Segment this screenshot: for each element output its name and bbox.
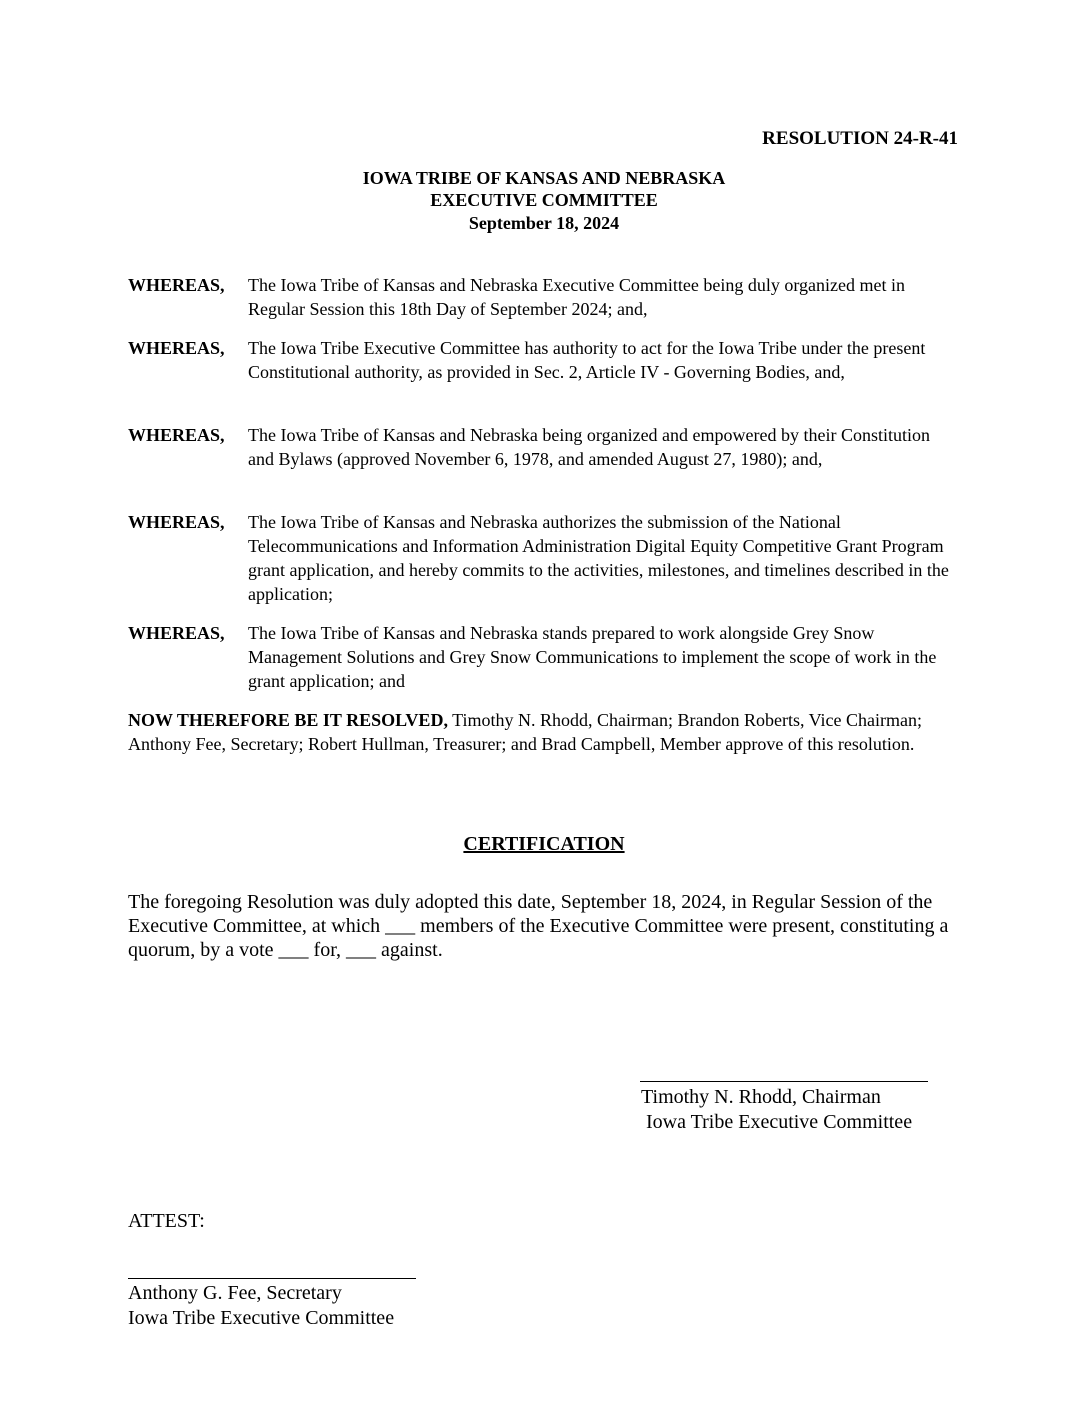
resolution-number: RESOLUTION 24-R-41 bbox=[762, 128, 958, 149]
whereas-clause-5 bbox=[128, 621, 958, 693]
certification-text: The foregoing Resolution was duly adopted this date, September 18, 2024, in Regular Session of the Executive Committee, at which ___ members of the Executive Committee were present, constituting a quorum, by a vote ___ for, ___ against. bbox=[128, 891, 949, 961]
whereas-clause-3 bbox=[128, 423, 958, 471]
whereas-clause-2 bbox=[128, 336, 958, 384]
whereas-text: The Iowa Tribe of Kansas and Nebraska being organized and empowered by their Constitution and Bylaws (approved November 6, 1978, and amended August 27, 1980); and, bbox=[248, 425, 931, 469]
secretary-signature-line bbox=[128, 1278, 416, 1279]
attest-label: ATTEST: bbox=[128, 1210, 205, 1232]
resolved-label: NOW THEREFORE BE IT RESOLVED, bbox=[128, 710, 448, 730]
whereas-text: The Iowa Tribe Executive Committee has authority to act for the Iowa Tribe under the present Constitutional authority, as provided in Sec. 2, Article IV - Governing Bodies, and, bbox=[248, 338, 926, 382]
whereas-clause-4 bbox=[128, 510, 958, 606]
resolved-paragraph bbox=[128, 708, 958, 756]
header-tribe-name: IOWA TRIBE OF KANSAS AND NEBRASKA bbox=[362, 168, 726, 188]
chairman-name: Timothy N. Rhodd, Chairman bbox=[641, 1086, 881, 1108]
header-date: September 18, 2024 bbox=[468, 213, 620, 233]
whereas-label: WHEREAS, bbox=[128, 512, 225, 532]
chairman-org: Iowa Tribe Executive Committee bbox=[646, 1111, 913, 1133]
whereas-clause-1 bbox=[128, 273, 958, 321]
certification-title: CERTIFICATION bbox=[463, 833, 625, 855]
whereas-text: The Iowa Tribe of Kansas and Nebraska authorizes the submission of the National Telecommunications and Information Administration Digital Equity Competitive Grant Program grant application, and hereby commits to the activities, milestones, and timelines described in the application; bbox=[248, 512, 949, 604]
secretary-name: Anthony G. Fee, Secretary bbox=[128, 1282, 342, 1304]
whereas-label: WHEREAS, bbox=[128, 338, 225, 358]
whereas-text: The Iowa Tribe of Kansas and Nebraska stands prepared to work alongside Grey Snow Management Solutions and Grey Snow Communications to implement the scope of work in the grant application; and bbox=[248, 623, 937, 691]
resolved-text: Timothy N. Rhodd, Chairman; Brandon Roberts, Vice Chairman; Anthony Fee, Secretary; Robert Hullman, Treasurer; and Brad Campbell, Member approve of this resolution. bbox=[128, 710, 923, 754]
header-committee: EXECUTIVE COMMITTEE bbox=[430, 190, 658, 210]
chairman-signature-line bbox=[640, 1081, 928, 1082]
whereas-label: WHEREAS, bbox=[128, 425, 225, 445]
secretary-org: Iowa Tribe Executive Committee bbox=[128, 1307, 395, 1329]
whereas-label: WHEREAS, bbox=[128, 623, 225, 643]
whereas-label: WHEREAS, bbox=[128, 275, 225, 295]
whereas-text: The Iowa Tribe of Kansas and Nebraska Executive Committee being duly organized met in Regular Session this 18th Day of September 2024; and, bbox=[248, 275, 905, 319]
